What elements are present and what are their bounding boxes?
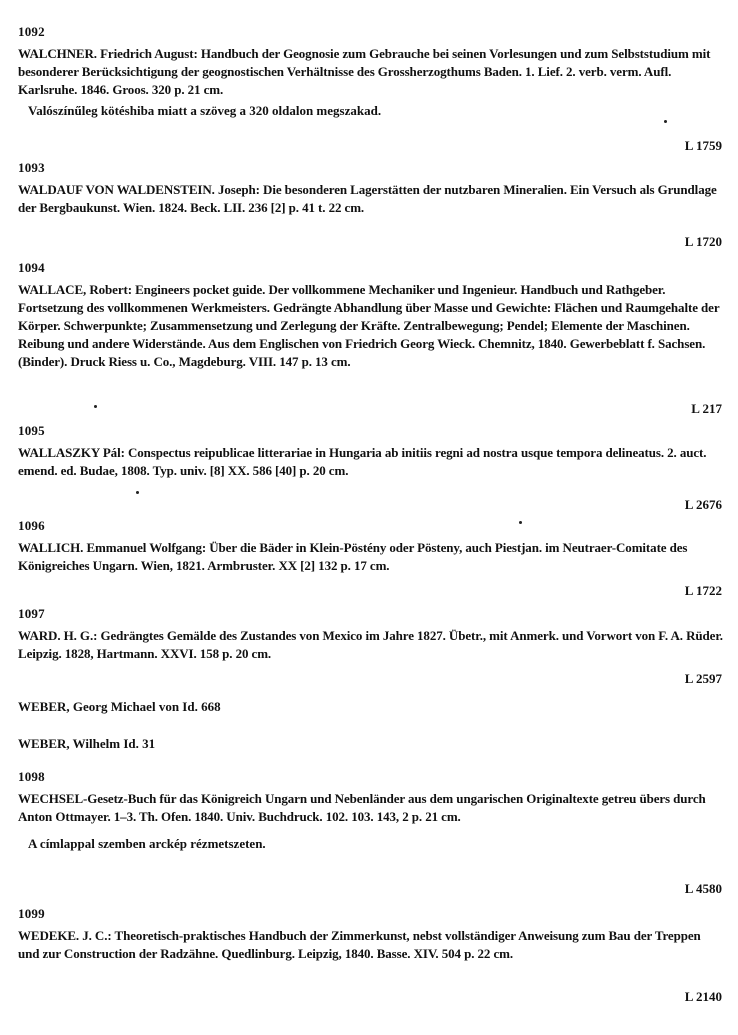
entry-text: WARD. H. G.: Gedrängtes Gemälde des Zustandes von Mexico im Jahre 1827. Übetr., mit Anmerk. und Vorwort von F. A. Rüder. Leipzig. 1828, Hartmann. XXVI. 158 p. 20 cm. [18,628,723,661]
scan-speck [94,405,97,408]
catalog-entry-1098 [18,769,724,853]
entry-note: A címlappal szemben arckép rézmetszeten. [28,836,266,851]
catalog-entry-1093 [18,160,724,217]
entry-text: WALLACE, Robert: Engineers pocket guide. Der vollkommene Mechaniker und Ingenieur. Handbuch und Rathgeber. Fortsetzung des vollkommenen Werkmeisters. Gedrängte Abhandlung über Masse und Gewichte: Flächen und Raumgehalte der Körper. Schwerpunkte; Zusammensetzung und Zerlegung der Kräfte. Zentralbewegung; Pendel; Elemente der Maschinen. Reibung und andere Widerstände. Aus dem Englischen von Friedrich Georg Wieck. Chemnitz, 1840. Gewerbeblatt f. Sachsen. (Binder). Druck Riess u. Co., Magdeburg. VIII. 147 p. 13 cm. [18,282,720,369]
entry-number: 1098 [18,769,45,784]
entry-location: L 4580 [684,881,722,896]
entry-location: L 2140 [684,989,722,1004]
entry-number: 1099 [18,906,45,921]
entry-location: L 1720 [684,234,722,249]
catalog-entry-1096 [18,518,724,575]
entry-location: L 217 [691,401,722,416]
catalog-entry-1092 [18,24,724,120]
entry-text: WECHSEL-Gesetz-Buch für das Königreich Ungarn und Nebenländer aus dem ungarischen Originaltexte getreu übers durch Anton Ottmayer. 1–3. Th. Ofen. 1840. Univ. Buchdruck. 102. 103. 143, 2 p. 21 cm. [18,791,706,824]
entry-text: WALLICH. Emmanuel Wolfgang: Über die Bäder in Klein-Pöstény oder Pösteny, auch Piestjan. im Neutraer-Comitate des Königreiches Ungarn. Wien, 1821. Armbruster. XX [2] 132 p. 17 cm. [18,540,688,573]
entry-text: WALDAUF VON WALDENSTEIN. Joseph: Die besonderen Lagerstätten der nutzbaren Mineralien. Ein Versuch als Grundlage der Bergbaukunst. Wien. 1824. Beck. LII. 236 [2] p. 41 t. 22 cm. [18,182,717,215]
entry-number: 1092 [18,24,45,39]
entry-note: Valószínűleg kötéshiba miatt a szöveg a 320 oldalon megszakad. [28,103,382,118]
entry-number: 1096 [18,518,45,533]
entry-location: L 1759 [684,138,722,153]
scan-speck [664,120,667,123]
entry-text: WALCHNER. Friedrich August: Handbuch der Geognosie zum Gebrauche bei seinen Vorlesungen und zum Selbststudium mit besonderer Berücksichtigung der geognostischen Verhältnisse des Grossherzogthums Baden. 1. Lief. 2. verb. verm. Aufl. Karlsruhe. 1846. Groos. 320 p. 21 cm. [18,46,711,97]
entry-number: 1093 [18,160,45,175]
catalog-entry-1095 [18,423,724,480]
cross-reference: WEBER, Wilhelm Id. 31 [18,736,156,751]
catalog-entry-1094 [18,260,724,371]
entry-location: L 2597 [684,671,722,686]
catalog-entry-1097 [18,606,724,663]
entry-number: 1094 [18,260,45,275]
entry-location: L 1722 [684,583,722,598]
entry-number: 1095 [18,423,45,438]
entry-location: L 2676 [684,497,722,512]
catalog-entry-1099 [18,906,724,963]
cross-reference: WEBER, Georg Michael von Id. 668 [18,699,221,714]
entry-text: WEDEKE. J. C.: Theoretisch-praktisches Handbuch der Zimmerkunst, nebst vollständiger Anweisung zum Bau der Treppen und zur Construction der Radzähne. Quedlinburg. Leipzig, 1840. Basse. XIV. 504 p. 22 cm. [18,928,701,961]
entry-text: WALLASZKY Pál: Conspectus reipublicae litterariae in Hungaria ab initiis regni ad nostra usque tempora delineatus. 2. auct. emend. ed. Budae, 1808. Typ. univ. [8] XX. 586 [40] p. 20 cm. [18,445,707,478]
scan-speck [519,521,522,524]
entry-number: 1097 [18,606,45,621]
scan-speck [136,491,139,494]
